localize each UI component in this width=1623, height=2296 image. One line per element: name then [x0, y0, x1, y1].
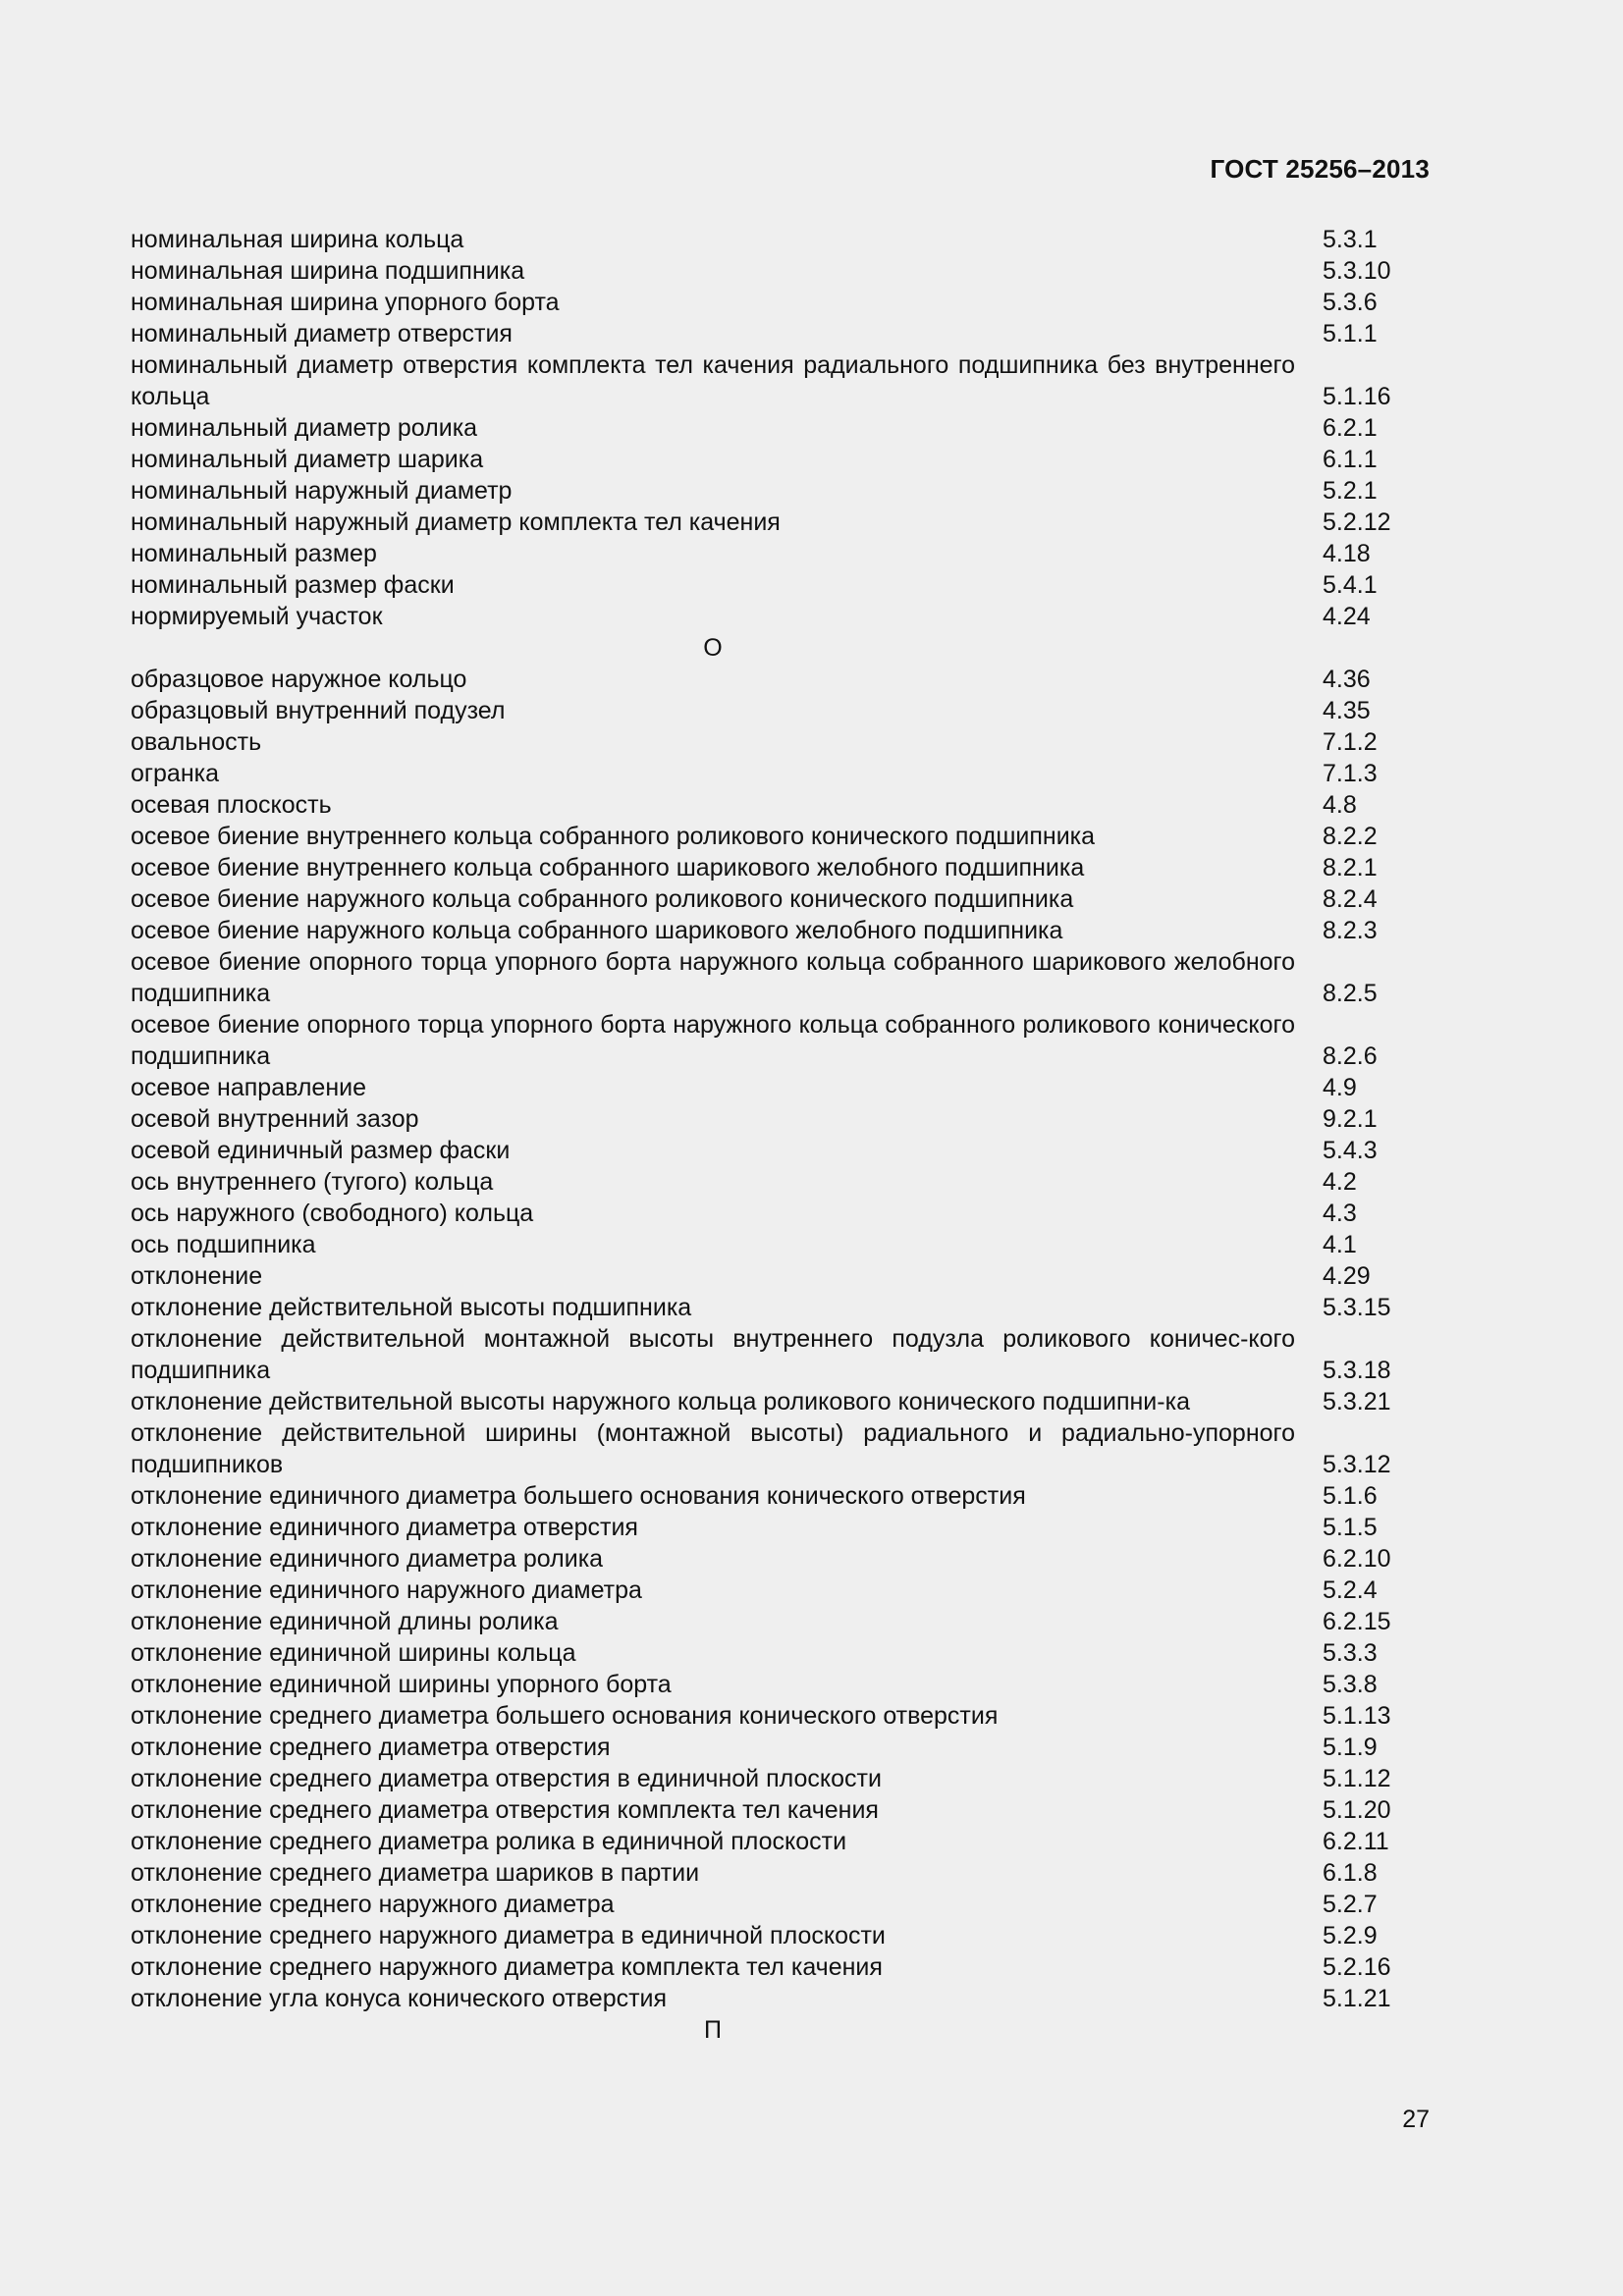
clause-number: 5.1.1 — [1323, 320, 1378, 347]
term-text: отклонение единичного диаметра отверстия — [131, 1514, 638, 1541]
index-entry — [131, 318, 1430, 349]
clause-number: 6.2.15 — [1323, 1608, 1391, 1635]
index-entry — [131, 915, 1430, 946]
index-entry — [131, 1983, 1430, 2014]
term-text: отклонение единичного наружного диаметра — [131, 1576, 642, 1604]
clause-number: 4.1 — [1323, 1231, 1357, 1258]
index-entry — [131, 1794, 1430, 1826]
term-text: нормируемый участок — [131, 603, 383, 630]
term-text: осевой внутренний зазор — [131, 1105, 419, 1133]
clause-number: 7.1.3 — [1323, 760, 1378, 787]
clause-number: 5.2.7 — [1323, 1891, 1378, 1918]
clause-number: 4.3 — [1323, 1200, 1357, 1227]
term-text: номинальный диаметр отверстия — [131, 320, 513, 347]
term-text: отклонение среднего наружного диаметра — [131, 1891, 615, 1918]
term-text: отклонение единичного диаметра большего основания конического отверстия — [131, 1482, 1026, 1510]
index-entry — [131, 1920, 1430, 1951]
term-text: номинальная ширина кольца — [131, 226, 464, 253]
clause-number: 5.4.1 — [1323, 571, 1378, 599]
clause-number: 6.2.10 — [1323, 1545, 1391, 1573]
term-text: овальность — [131, 728, 262, 756]
index-entry — [131, 1166, 1430, 1198]
index-entry — [131, 255, 1430, 287]
clause-number: 4.29 — [1323, 1262, 1371, 1290]
clause-number: 8.2.5 — [1323, 980, 1378, 1007]
index-entry — [131, 726, 1430, 758]
index-entry — [131, 1763, 1430, 1794]
clause-number: 5.2.9 — [1323, 1922, 1378, 1949]
index-entry — [131, 569, 1430, 601]
clause-number: 5.2.1 — [1323, 477, 1378, 505]
term-text: огранка — [131, 760, 220, 787]
term-text: отклонение среднего диаметра отверстия в единичной плоскости — [131, 1765, 882, 1792]
term-text: отклонение среднего диаметра шариков в партии — [131, 1859, 700, 1887]
term-text: осевая плоскость — [131, 791, 332, 819]
clause-number: 5.1.5 — [1323, 1514, 1378, 1541]
clause-number: 5.3.6 — [1323, 289, 1378, 316]
term-text: отклонение среднего диаметра отверстия — [131, 1734, 611, 1761]
index-entry — [131, 1229, 1430, 1260]
term-text: отклонение среднего диаметра ролика в единичной плоскости — [131, 1828, 847, 1855]
clause-number: 5.1.20 — [1323, 1796, 1391, 1824]
section-letter: О — [703, 634, 723, 662]
term-text: номинальный наружный диаметр комплекта тел качения — [131, 508, 781, 536]
term-text: отклонение действительной высоты подшипника — [131, 1294, 692, 1321]
term-text: осевое биение опорного торца упорного борта наружного кольца собранного роликового конического подшипника — [131, 1011, 1295, 1070]
section-letter: П — [704, 2016, 722, 2044]
index-entry — [131, 1669, 1430, 1700]
index-entry — [131, 1480, 1430, 1512]
term-text: осевое биение внутреннего кольца собранного роликового конического подшипника — [131, 823, 1096, 850]
clause-number: 5.3.12 — [1323, 1451, 1391, 1478]
clause-number: 5.3.21 — [1323, 1388, 1391, 1415]
index-entry — [131, 1732, 1430, 1763]
index-entry — [131, 475, 1430, 507]
index-entry — [131, 883, 1430, 915]
index-entry — [131, 1889, 1430, 1920]
term-text: номинальный диаметр отверстия комплекта тел качения радиального подшипника без внутреннего кольца — [131, 351, 1295, 410]
term-text: отклонение среднего диаметра отверстия комплекта тел качения — [131, 1796, 879, 1824]
clause-number: 5.1.9 — [1323, 1734, 1378, 1761]
clause-number: 5.4.3 — [1323, 1137, 1378, 1164]
clause-number: 5.3.8 — [1323, 1671, 1378, 1698]
index-entry — [131, 1826, 1430, 1857]
clause-number: 4.8 — [1323, 791, 1357, 819]
term-text: отклонение единичной ширины кольца — [131, 1639, 576, 1667]
clause-number: 4.36 — [1323, 666, 1371, 693]
index-entry — [131, 1606, 1430, 1637]
index-entry — [131, 1386, 1430, 1417]
term-text: отклонение среднего наружного диаметра комплекта тел качения — [131, 1953, 883, 1981]
term-text: номинальный размер — [131, 540, 377, 567]
clause-number: 5.3.10 — [1323, 257, 1391, 285]
clause-number: 5.3.3 — [1323, 1639, 1378, 1667]
clause-number: 4.18 — [1323, 540, 1371, 567]
clause-number: 6.1.8 — [1323, 1859, 1378, 1887]
clause-number: 8.2.2 — [1323, 823, 1378, 850]
page-number: 27 — [1402, 2106, 1430, 2133]
clause-number: 5.1.16 — [1323, 383, 1391, 410]
clause-number: 5.1.13 — [1323, 1702, 1391, 1730]
index-entry — [131, 789, 1430, 821]
index-entry — [131, 1135, 1430, 1166]
clause-number: 8.2.6 — [1323, 1042, 1378, 1070]
term-text: осевое биение внутреннего кольца собранного шарикового желобного подшипника — [131, 854, 1085, 881]
clause-number: 4.35 — [1323, 697, 1371, 724]
clause-number: 5.1.12 — [1323, 1765, 1391, 1792]
clause-number: 5.2.4 — [1323, 1576, 1378, 1604]
clause-number: 6.2.11 — [1323, 1828, 1389, 1855]
term-text: отклонение угла конуса конического отверстия — [131, 1985, 668, 2012]
clause-number: 4.2 — [1323, 1168, 1357, 1196]
term-text: осевое направление — [131, 1074, 366, 1101]
index-entry — [131, 1857, 1430, 1889]
term-text: отклонение среднего наружного диаметра в единичной плоскости — [131, 1922, 886, 1949]
term-text: номинальный размер фаски — [131, 571, 455, 599]
term-text: отклонение — [131, 1262, 263, 1290]
index-entry — [131, 821, 1430, 852]
clause-number: 5.2.12 — [1323, 508, 1391, 536]
index-entry — [131, 507, 1430, 538]
index-entry — [131, 1951, 1430, 1983]
index-entry — [131, 946, 1430, 1009]
clause-number: 8.2.3 — [1323, 917, 1378, 944]
term-text: осевое биение наружного кольца собранного шарикового желобного подшипника — [131, 917, 1063, 944]
clause-number: 9.2.1 — [1323, 1105, 1378, 1133]
index-entry — [131, 224, 1430, 255]
term-text: осевой единичный размер фаски — [131, 1137, 511, 1164]
term-text: номинальная ширина подшипника — [131, 257, 525, 285]
term-text: номинальный диаметр шарика — [131, 446, 484, 473]
clause-number: 5.1.6 — [1323, 1482, 1378, 1510]
term-text: отклонение среднего диаметра большего основания конического отверстия — [131, 1702, 999, 1730]
term-index — [131, 224, 1430, 2046]
term-text: отклонение действительной монтажной высоты внутреннего подузла роликового коничес-кого подшипника — [131, 1325, 1295, 1384]
clause-number: 8.2.4 — [1323, 885, 1378, 913]
index-entry — [131, 287, 1430, 318]
term-text: отклонение действительной высоты наружного кольца роликового конического подшипни-ка — [131, 1388, 1190, 1415]
index-entry — [131, 349, 1430, 412]
term-text: отклонение единичной ширины упорного борта — [131, 1671, 672, 1698]
index-entry — [131, 1417, 1430, 1480]
term-text: образцовый внутренний подузел — [131, 697, 506, 724]
clause-number: 5.2.16 — [1323, 1953, 1391, 1981]
clause-number: 4.24 — [1323, 603, 1371, 630]
index-entry — [131, 1009, 1430, 1072]
index-entry — [131, 1198, 1430, 1229]
clause-number: 6.1.1 — [1323, 446, 1378, 473]
index-entry — [131, 412, 1430, 444]
index-entry — [131, 664, 1430, 695]
term-text: осевое биение опорного торца упорного борта наружного кольца собранного шарикового желобного подшипника — [131, 948, 1295, 1007]
clause-number: 5.3.15 — [1323, 1294, 1391, 1321]
index-entry — [131, 1512, 1430, 1543]
index-entry — [131, 444, 1430, 475]
clause-number: 8.2.1 — [1323, 854, 1378, 881]
clause-number: 5.3.1 — [1323, 226, 1378, 253]
index-entry — [131, 1260, 1430, 1292]
clause-number: 5.1.21 — [1323, 1985, 1391, 2012]
term-text: ось подшипника — [131, 1231, 316, 1258]
index-entry — [131, 1637, 1430, 1669]
term-text: номинальный диаметр ролика — [131, 414, 478, 442]
index-entry — [131, 1543, 1430, 1575]
index-entry — [131, 1072, 1430, 1103]
term-text: ось наружного (свободного) кольца — [131, 1200, 534, 1227]
index-entry — [131, 1575, 1430, 1606]
term-text: образцовое наружное кольцо — [131, 666, 467, 693]
term-text: номинальный наружный диаметр — [131, 477, 513, 505]
clause-number: 6.2.1 — [1323, 414, 1378, 442]
index-entry — [131, 538, 1430, 569]
index-entry — [131, 695, 1430, 726]
index-entry — [131, 758, 1430, 789]
term-text: отклонение единичного диаметра ролика — [131, 1545, 604, 1573]
term-text: отклонение единичной длины ролика — [131, 1608, 559, 1635]
index-entry — [131, 1323, 1430, 1386]
term-text: отклонение действительной ширины (монтажной высоты) радиального и радиально-упорного подшипников — [131, 1419, 1295, 1478]
index-entry — [131, 1103, 1430, 1135]
index-entry — [131, 1700, 1430, 1732]
clause-number: 4.9 — [1323, 1074, 1357, 1101]
clause-number: 5.3.18 — [1323, 1357, 1391, 1384]
document-code: ГОСТ 25256–2013 — [1210, 154, 1430, 184]
index-entry — [131, 1292, 1430, 1323]
index-entry — [131, 601, 1430, 632]
clause-number: 7.1.2 — [1323, 728, 1378, 756]
term-text: номинальная ширина упорного борта — [131, 289, 560, 316]
term-text: ось внутреннего (тугого) кольца — [131, 1168, 494, 1196]
index-entry — [131, 852, 1430, 883]
term-text: осевое биение наружного кольца собранного роликового конического подшипника — [131, 885, 1074, 913]
